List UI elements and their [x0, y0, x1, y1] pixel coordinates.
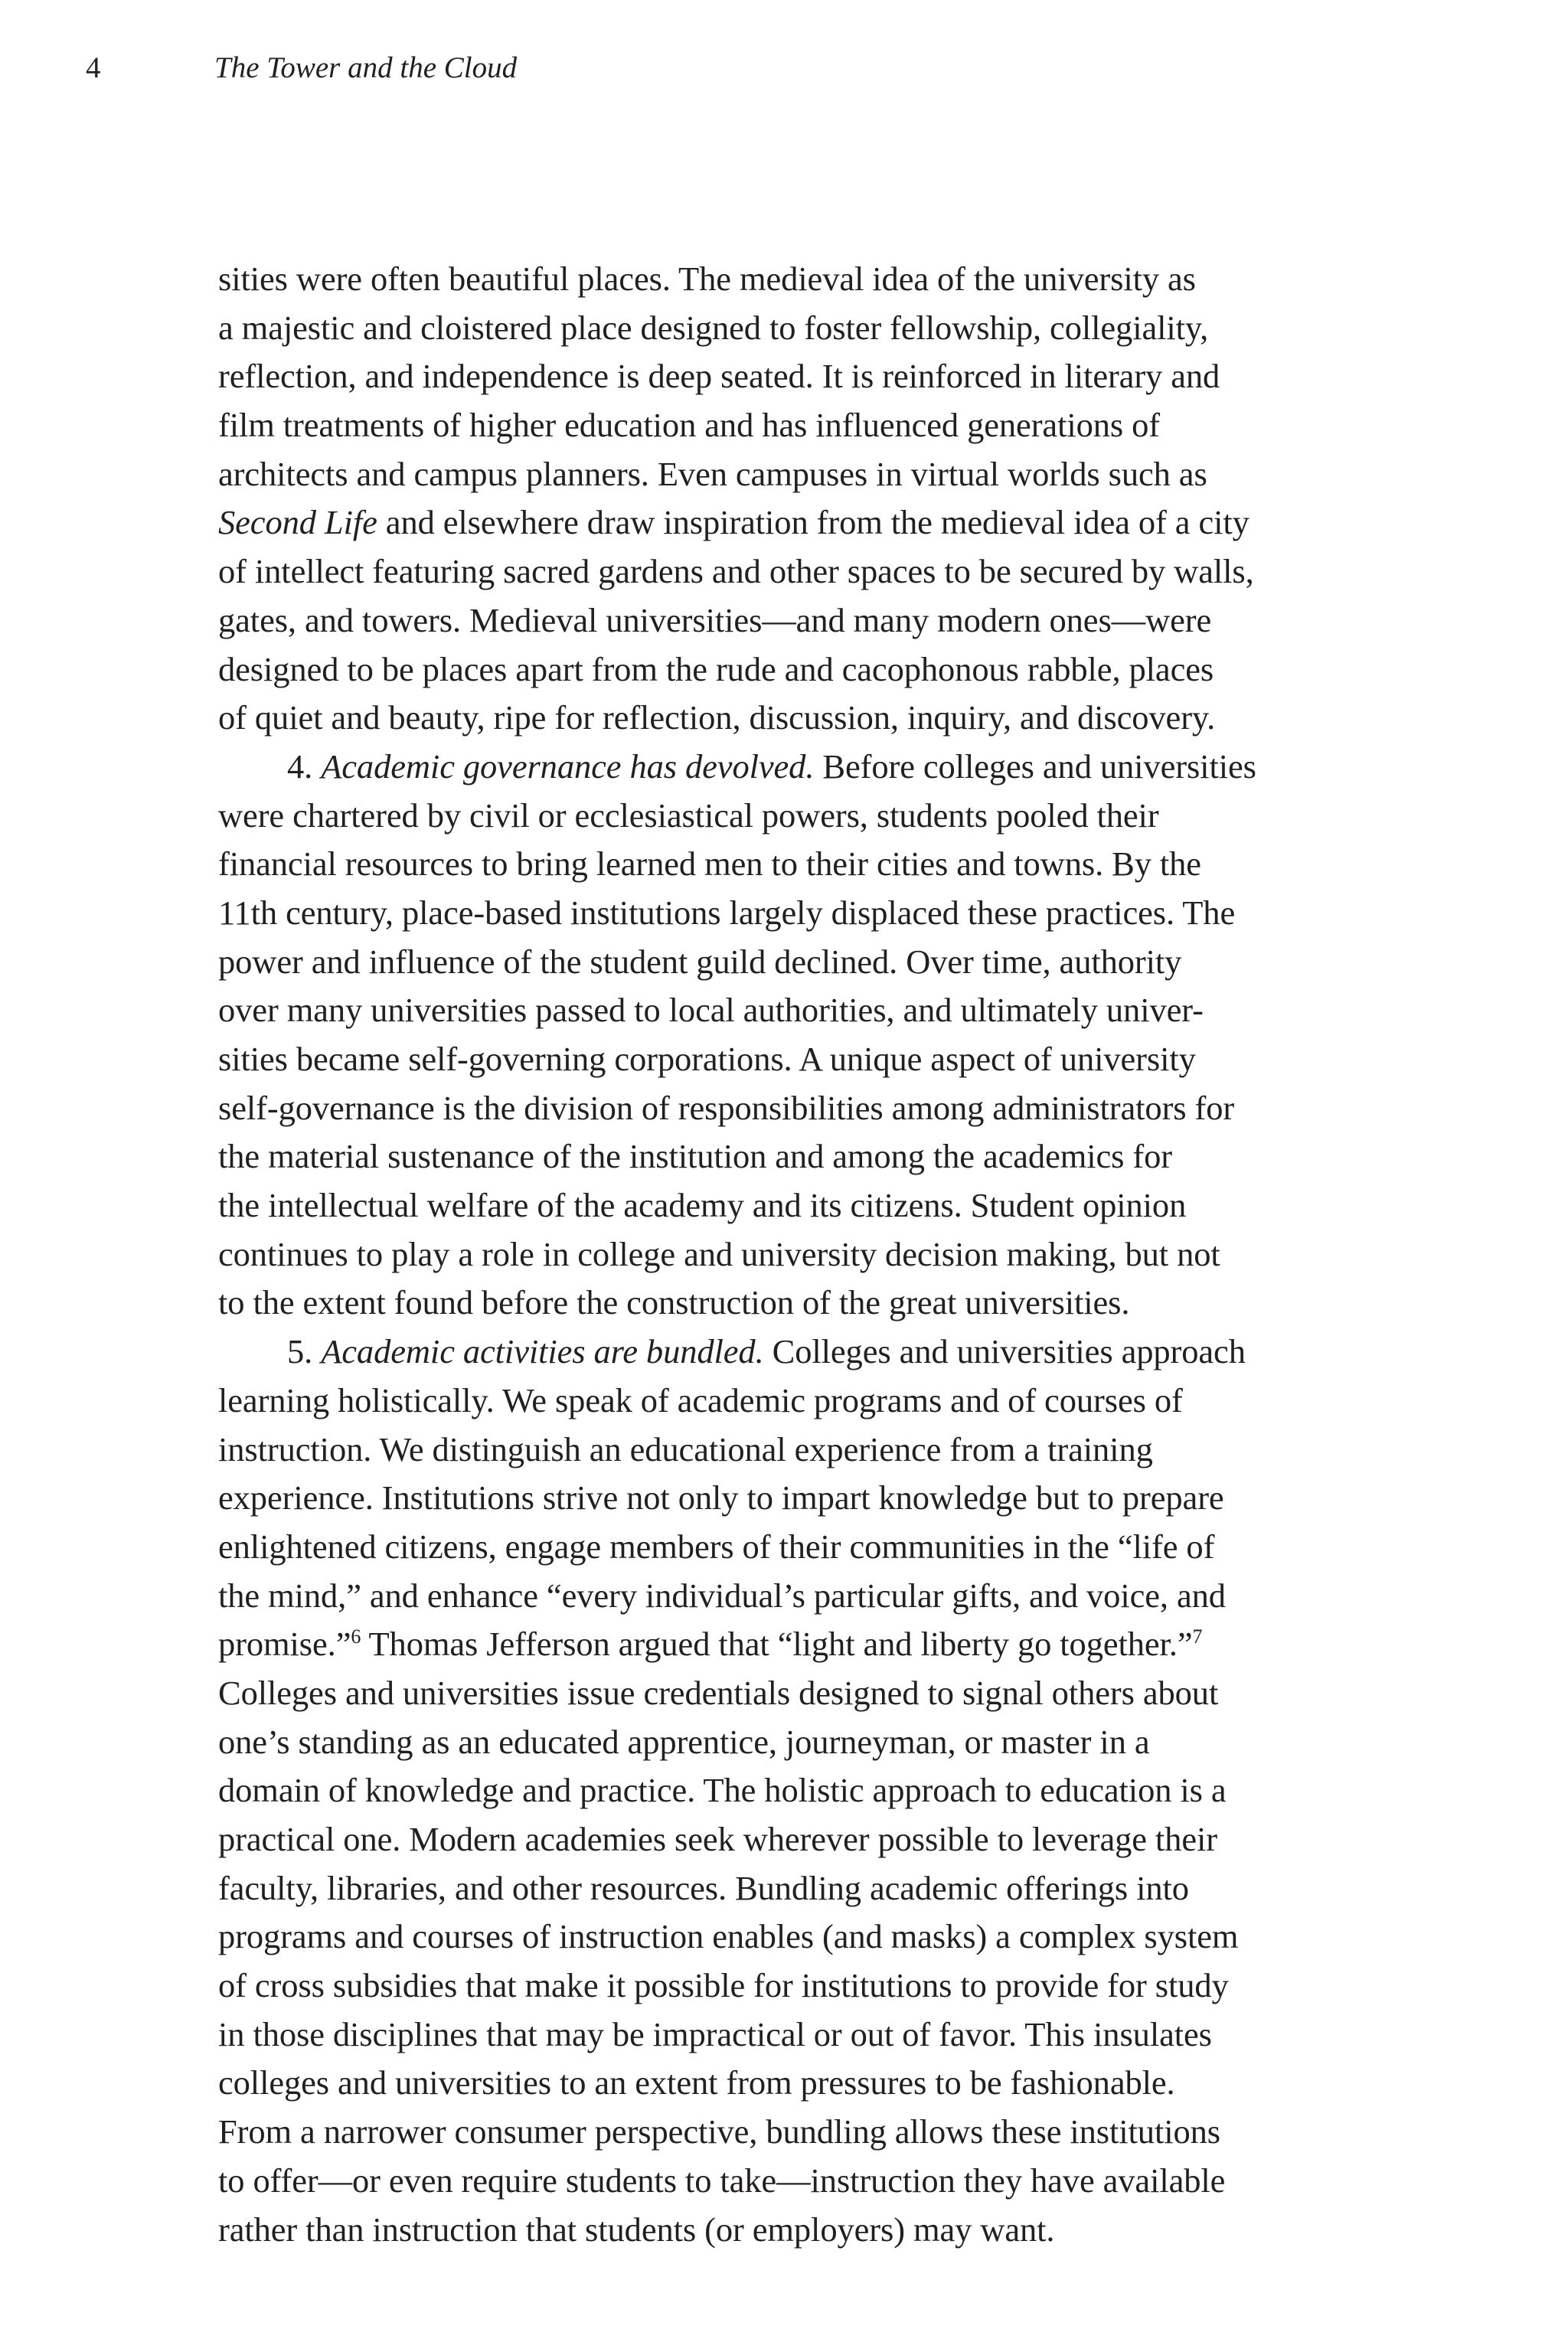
text-line: sities were often beautiful places. The medieval idea of the university as	[218, 260, 1196, 298]
text-line: of quiet and beauty, ripe for reflection, discussion, inquiry, and discovery.	[218, 698, 1216, 737]
text-line: colleges and universities to an extent from pressures to be fashionable.	[218, 2063, 1175, 2102]
text-line: programs and courses of instruction enables (and masks) a complex system	[218, 1917, 1239, 1956]
text-line: to offer—or even require students to take—instruction they have available	[218, 2161, 1226, 2200]
text-line: faculty, libraries, and other resources. Bundling academic offerings into	[218, 1868, 1189, 1907]
item-number: 5.	[287, 1332, 322, 1371]
item-number: 4.	[287, 746, 322, 786]
text-line: the intellectual welfare of the academy and its citizens. Student opinion	[218, 1186, 1187, 1225]
text-line	[218, 743, 1367, 792]
text-line: practical one. Modern academies seek wherever possible to leverage their	[218, 1820, 1217, 1858]
item-heading: Academic activities are bundled.	[321, 1332, 764, 1371]
text-line: of intellect featuring sacred gardens and other spaces to be secured by walls,	[218, 552, 1254, 591]
text-line	[218, 498, 1367, 547]
text-line: were chartered by civil or ecclesiastical powers, students pooled their	[218, 795, 1159, 835]
text-line	[218, 1620, 1367, 1669]
text-line: Colleges and universities issue credentials designed to signal others about	[218, 1673, 1219, 1712]
text-span: promise.”	[218, 1625, 351, 1664]
text-line: film treatments of higher education and has influenced generations of	[218, 406, 1161, 445]
running-head	[86, 49, 517, 87]
text-line: architects and campus planners. Even campuses in virtual worlds such as	[218, 454, 1207, 493]
text-line: power and influence of the student guild declined. Over time, authority	[218, 942, 1182, 981]
item-heading: Academic governance has devolved.	[321, 746, 815, 786]
text-line: self-governance is the division of responsibilities among administrators for	[218, 1088, 1235, 1127]
text-line: sities became self-governing corporations. A unique aspect of university	[218, 1040, 1196, 1078]
text-span: Colleges and universities approach	[763, 1332, 1246, 1371]
text-line: enlightened citizens, engage members of their communities in the “life of	[218, 1527, 1215, 1566]
book-title: The Tower and the Cloud	[214, 51, 518, 84]
text-line: designed to be places apart from the rude and cacophonous rabble, places	[218, 649, 1214, 688]
text-line: From a narrower consumer perspective, bundling allows these institutions	[218, 2112, 1220, 2151]
text-line: reflection, and independence is deep seated. It is reinforced in literary and	[218, 357, 1220, 396]
text-line: a majestic and cloistered place designed to foster fellowship, collegiality,	[218, 308, 1209, 347]
text-span: Before colleges and universities	[814, 746, 1256, 786]
body-text	[218, 255, 1367, 2254]
text-line: over many universities passed to local authorities, and ultimately univer-	[218, 991, 1204, 1030]
text-line: the material sustenance of the institution and among the academics for	[218, 1137, 1172, 1176]
text-line: to the extent found before the construction of the great universities.	[218, 1283, 1130, 1322]
text-line: rather than instruction that students (or employers) may want.	[218, 2210, 1055, 2249]
text-line: in those disciplines that may be impractical or out of favor. This insulates	[218, 2014, 1212, 2053]
italic-title: Second Life	[218, 503, 377, 542]
text-line: gates, and towers. Medieval universities—and many modern ones—were	[218, 600, 1212, 639]
footnote-ref-7[interactable]: 7	[1192, 1625, 1203, 1648]
text-line: domain of knowledge and practice. The holistic approach to education is a	[218, 1771, 1227, 1810]
text-line: financial resources to bring learned men to their cities and towns. By the	[218, 844, 1201, 884]
footnote-ref-6[interactable]: 6	[351, 1625, 361, 1648]
text-line: continues to play a role in college and university decision making, but not	[218, 1234, 1220, 1273]
text-line: the mind,” and enhance “every individual’s particular gifts, and voice, and	[218, 1576, 1226, 1615]
text-span: and elsewhere draw inspiration from the medieval idea of a city	[377, 503, 1250, 542]
paragraph-continued	[218, 255, 1367, 743]
text-line: of cross subsidies that make it possible for institutions to provide for study	[218, 1966, 1229, 2005]
text-line	[218, 1328, 1367, 1377]
page-number: 4	[86, 51, 101, 84]
paragraph-bundled	[218, 1328, 1367, 2254]
text-line: experience. Institutions strive not only to impart knowledge but to prepare	[218, 1478, 1224, 1517]
text-line: learning holistically. We speak of academic programs and of courses of	[218, 1380, 1183, 1419]
text-line: 11th century, place-based institutions largely displaced these practices. The	[218, 893, 1236, 932]
paragraph-governance	[218, 743, 1367, 1328]
text-line: one’s standing as an educated apprentice, journeyman, or master in a	[218, 1722, 1150, 1761]
text-line: instruction. We distinguish an educational experience from a training	[218, 1429, 1153, 1468]
text-span: Thomas Jefferson argued that “light and liberty go together.”	[361, 1625, 1193, 1664]
